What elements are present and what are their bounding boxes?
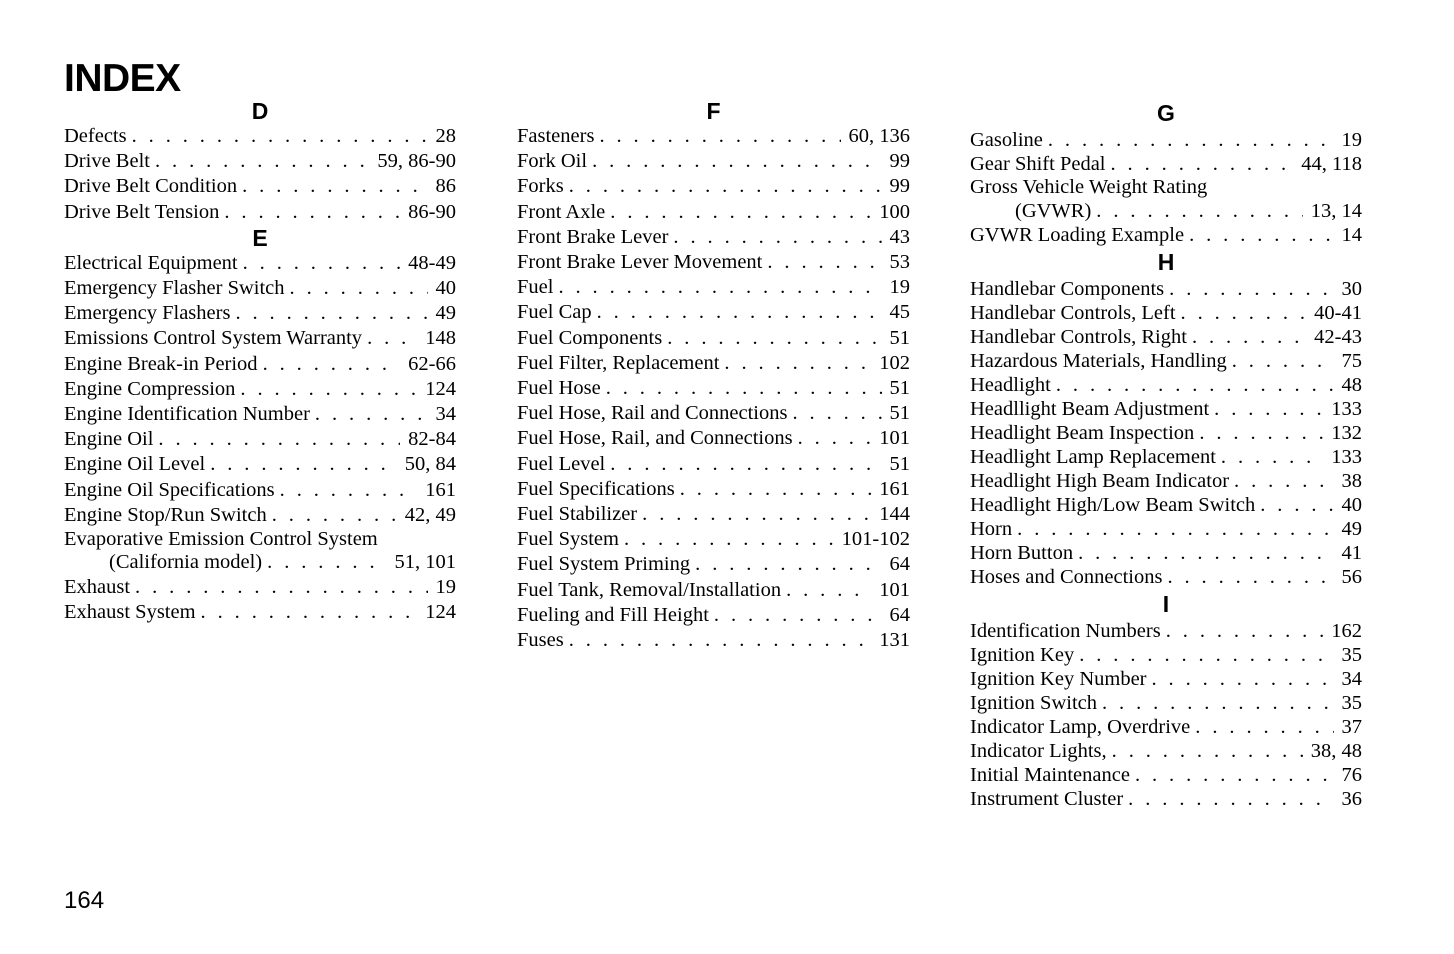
dot-leader: [367, 326, 417, 351]
index-entry-term: Fuel Level: [517, 452, 606, 475]
index-entry-list: [970, 619, 1362, 811]
dot-leader: [267, 550, 386, 575]
index-entry: [970, 643, 1362, 667]
index-entry-term: Headlight Lamp Replacement: [970, 446, 1216, 468]
dot-leader: [272, 503, 397, 528]
index-entry: [970, 691, 1362, 715]
index-entry-pages: 133: [1331, 398, 1362, 420]
index-entry-pages: 60, 136: [848, 125, 910, 147]
index-entry: [970, 565, 1362, 589]
index-entry: [517, 527, 910, 552]
index-entry-pages: 101: [879, 578, 910, 601]
dot-leader: [597, 300, 882, 325]
dot-leader: [786, 578, 871, 603]
index-entry-pages: 162: [1331, 620, 1362, 642]
index-entry-pages: 148: [425, 327, 456, 350]
index-entry-continuation: (California model): [109, 551, 263, 574]
index-entry: [970, 445, 1362, 469]
index-entry-list: [64, 251, 456, 626]
index-entry-term: Fuel Tank, Removal/Installation: [517, 578, 782, 601]
index-entry-term: Fuel Hose: [517, 377, 601, 400]
index-entry: [970, 277, 1362, 301]
index-entry-pages: 86: [435, 175, 456, 198]
index-entry-pages: 64: [889, 553, 910, 576]
index-entry-pages: 36: [1341, 788, 1362, 810]
index-entry-term: Ignition Key: [970, 644, 1075, 666]
dot-leader: [695, 552, 881, 577]
index-entry-term: Identification Numbers: [970, 620, 1161, 642]
index-entry-term: Front Axle: [517, 200, 606, 223]
dot-leader: [1192, 325, 1306, 349]
dot-leader: [1128, 787, 1333, 811]
index-entry-pages: 59, 86-90: [377, 150, 456, 173]
index-entry: [517, 401, 910, 426]
index-entry-term: Drive Belt: [64, 150, 150, 173]
dot-leader: [680, 477, 872, 502]
dot-leader: [592, 149, 881, 174]
dot-leader: [263, 352, 401, 377]
index-entry-term: GVWR Loading Example: [970, 224, 1185, 246]
dot-leader: [792, 401, 881, 426]
index-entry-pages: 35: [1341, 644, 1362, 666]
dot-leader: [1112, 739, 1303, 763]
index-entry-pages: 76: [1341, 764, 1362, 786]
index-entry: [517, 477, 910, 502]
dot-leader: [1102, 691, 1334, 715]
index-entry: [64, 550, 456, 575]
index-entry-term: Engine Oil Level: [64, 453, 206, 476]
index-entry-list: [64, 124, 456, 225]
index-entry-term: Fasteners: [517, 125, 595, 147]
index-entry-term: Engine Oil: [64, 428, 154, 451]
index-entry-term: Gross Vehicle Weight Rating: [970, 176, 1208, 198]
dot-leader: [1096, 199, 1302, 223]
dot-leader: [610, 452, 881, 477]
index-entry-pages: 82-84: [408, 428, 456, 451]
index-entry-pages: 19: [1341, 129, 1362, 151]
dot-leader: [673, 225, 881, 250]
dot-leader: [210, 452, 397, 477]
index-entry-term: Indicator Lights,: [970, 740, 1107, 762]
index-entry-pages: 51: [889, 402, 910, 425]
page-title: INDEX: [64, 57, 181, 100]
index-entry-term: Front Brake Lever: [517, 225, 669, 248]
index-entry: [64, 251, 456, 276]
index-entry-list: [970, 128, 1362, 247]
index-entry-term: Headlight Beam Inspection: [970, 422, 1195, 444]
index-entry: [970, 739, 1362, 763]
index-entry-term: Engine Oil Specifications: [64, 478, 275, 501]
dot-leader: [624, 527, 834, 552]
index-entry: [970, 421, 1362, 445]
index-entry-pages: 99: [889, 150, 910, 173]
index-entry-term: Handlebar Controls, Left: [970, 302, 1176, 324]
dot-leader: [315, 402, 428, 427]
index-entry-pages: 13, 14: [1310, 200, 1362, 222]
index-entry-term: Gasoline: [970, 129, 1043, 151]
index-entry-term: Ignition Switch: [970, 692, 1097, 714]
index-entry-pages: 51, 101: [394, 551, 456, 574]
index-entry: [517, 603, 910, 628]
index-entry: [517, 225, 910, 250]
index-entry-pages: 144: [879, 503, 910, 526]
dot-leader: [1152, 667, 1334, 691]
index-entry-pages: 14: [1341, 224, 1362, 246]
index-entry-pages: 124: [425, 377, 456, 400]
index-entry-term: Emergency Flashers: [64, 302, 231, 325]
index-entry: [517, 275, 910, 300]
dot-leader: [242, 174, 427, 199]
index-entry: [64, 200, 456, 225]
index-entry-pages: 19: [889, 276, 910, 299]
index-entry-term: Emergency Flasher Switch: [64, 277, 285, 300]
index-entry: [970, 517, 1362, 541]
dot-leader: [642, 502, 871, 527]
index-entry: [64, 276, 456, 301]
dot-leader: [798, 426, 872, 451]
index-entry-pages: 48-49: [408, 251, 456, 274]
index-entry-term: Ignition Key Number: [970, 668, 1147, 690]
index-entry-term: Front Brake Lever Movement: [517, 251, 763, 274]
dot-leader: [1195, 715, 1333, 739]
index-entry: [970, 469, 1362, 493]
index-entry: [970, 325, 1362, 349]
index-entry: [517, 200, 910, 225]
dot-leader: [201, 600, 418, 625]
index-entry: [517, 452, 910, 477]
index-entry-pages: 53: [889, 251, 910, 274]
index-entry-term: Exhaust System: [64, 601, 196, 624]
dot-leader: [243, 251, 401, 276]
index-entry: [517, 426, 910, 451]
index-entry-term: Forks: [517, 175, 564, 198]
index-entry: [517, 628, 910, 653]
index-entry-pages: 40-41: [1314, 302, 1362, 324]
index-entry-term: Defects: [64, 125, 127, 147]
index-entry-pages: 64: [889, 603, 910, 626]
index-entry-pages: 38, 48: [1310, 740, 1362, 762]
index-entry-term: Engine Identification Number: [64, 403, 310, 426]
dot-leader: [714, 603, 882, 628]
index-entry: [970, 763, 1362, 787]
index-entry-continuation: (GVWR): [1015, 200, 1092, 222]
index-entry-term: Fuel Hose, Rail and Connections: [517, 402, 788, 425]
dot-leader: [1078, 541, 1333, 565]
index-entry: [970, 373, 1362, 397]
index-entry-term: Fuel Filter, Replacement: [517, 351, 720, 374]
index-entry-pages: 51: [889, 377, 910, 400]
index-entry-pages: 101-102: [841, 528, 910, 551]
index-entry-term: Initial Maintenance: [970, 764, 1130, 786]
index-entry-term: Fuel System: [517, 528, 619, 551]
section-letter-d: D: [251, 98, 269, 124]
dot-leader: [1189, 223, 1333, 247]
index-entry-term: Horn Button: [970, 542, 1074, 564]
dot-leader: [569, 174, 882, 199]
index-column-3: [970, 98, 1362, 811]
index-entry-pages: 133: [1331, 446, 1362, 468]
dot-leader: [1079, 643, 1333, 667]
index-entry: [64, 124, 456, 149]
index-entry-pages: 161: [879, 477, 910, 500]
dot-leader: [767, 250, 881, 275]
index-entry-pages: 62-66: [408, 352, 456, 375]
index-entry: [517, 149, 910, 174]
index-entry: [64, 402, 456, 427]
index-entry-pages: 30: [1341, 278, 1362, 300]
index-entry: [64, 575, 456, 600]
index-entry-pages: 50, 84: [404, 453, 456, 476]
index-entry-term: Fueling and Fill Height: [517, 603, 709, 626]
index-entry-pages: 37: [1341, 716, 1362, 738]
index-entry-term: Electrical Equipment: [64, 251, 238, 274]
index-entry-term: Exhaust: [64, 576, 131, 599]
index-entry: [517, 300, 910, 325]
index-entry: [64, 352, 456, 377]
index-entry-term: Drive Belt Condition: [64, 175, 238, 198]
dot-leader: [1169, 277, 1333, 301]
index-entry-term: Indicator Lamp, Overdrive: [970, 716, 1191, 738]
index-entry-pages: 40: [1341, 494, 1362, 516]
index-entry: [970, 349, 1362, 373]
section-letter-h: H: [1157, 249, 1175, 275]
index-entry: [517, 351, 910, 376]
index-entry-pages: 49: [1341, 518, 1362, 540]
index-entry-term: Fuel Hose, Rail, and Connections: [517, 427, 793, 450]
index-entry: [970, 301, 1362, 325]
index-entry: [64, 377, 456, 402]
index-entry: [64, 427, 456, 452]
index-entry-pages: 28: [435, 125, 456, 147]
index-entry-pages: 124: [425, 601, 456, 624]
index-entry-term: Evaporative Emission Control System: [64, 528, 378, 551]
index-entry-pages: 41: [1341, 542, 1362, 564]
index-entry-pages: 34: [1341, 668, 1362, 690]
index-entry-pages: 42, 49: [404, 503, 456, 526]
index-entry-pages: 44, 118: [1301, 153, 1362, 175]
index-entry: [64, 149, 456, 174]
index-entry-term: Handlebar Components: [970, 278, 1165, 300]
index-entry-term: Emissions Control System Warranty: [64, 327, 363, 350]
index-entry: [517, 250, 910, 275]
index-entry-pages: 101: [879, 427, 910, 450]
index-entry-pages: 49: [435, 302, 456, 325]
index-entry-term: Engine Stop/Run Switch: [64, 503, 267, 526]
index-entry: [970, 223, 1362, 247]
dot-leader: [667, 326, 881, 351]
index-entry: [517, 326, 910, 351]
index-entry: [517, 502, 910, 527]
index-entry-pages: 99: [889, 175, 910, 198]
index-entry-pages: 34: [435, 403, 456, 426]
index-entry: [64, 600, 456, 625]
index-entry-term: Engine Break-in Period: [64, 352, 258, 375]
index-entry: [517, 124, 910, 149]
index-entry: [970, 199, 1362, 223]
dot-leader: [290, 276, 428, 301]
index-entry-term: Horn: [970, 518, 1013, 540]
index-entry: [517, 552, 910, 577]
dot-leader: [235, 301, 427, 326]
index-entry: [517, 578, 910, 603]
dot-leader: [558, 275, 881, 300]
index-entry-pages: 131: [879, 629, 910, 652]
index-entry: [64, 452, 456, 477]
index-entry-pages: 132: [1331, 422, 1362, 444]
index-entry-term: Instrument Cluster: [970, 788, 1124, 810]
index-entry-pages: 42-43: [1314, 326, 1362, 348]
index-entry: [970, 493, 1362, 517]
index-entry-pages: 40: [435, 277, 456, 300]
index-entry-pages: 48: [1341, 374, 1362, 396]
index-entry-pages: 161: [425, 478, 456, 501]
dot-leader: [1017, 517, 1333, 541]
index-entry-pages: 56: [1341, 566, 1362, 588]
index-entry: [970, 667, 1362, 691]
section-letter-i: I: [1162, 591, 1170, 617]
index-entry-term: Fuel Stabilizer: [517, 503, 638, 526]
index-entry-pages: 51: [889, 326, 910, 349]
dot-leader: [135, 575, 427, 600]
dot-leader: [1181, 301, 1307, 325]
index-entry-pages: 35: [1341, 692, 1362, 714]
dot-leader: [610, 200, 871, 225]
index-entry: [970, 619, 1362, 643]
index-entry: [970, 541, 1362, 565]
dot-leader: [1048, 128, 1334, 152]
index-entry-term: Fuel Cap: [517, 301, 592, 324]
index-entry-pages: 100: [879, 200, 910, 223]
dot-leader: [599, 124, 840, 149]
page-number: 164: [64, 887, 105, 914]
dot-leader: [1166, 619, 1324, 643]
index-entry-term: Handlebar Controls, Right: [970, 326, 1187, 348]
dot-leader: [280, 478, 418, 503]
index-entry-pages: 51: [889, 452, 910, 475]
index-entry-pages: 86-90: [408, 200, 456, 223]
dot-leader: [1260, 493, 1333, 517]
index-entry-term: Hazardous Materials, Handling: [970, 350, 1227, 372]
index-entry-term: Fuel Components: [517, 326, 663, 349]
index-entry-term: Engine Compression: [64, 377, 236, 400]
dot-leader: [240, 377, 417, 402]
index-entry: [64, 478, 456, 503]
dot-leader: [1214, 397, 1323, 421]
index-entry-term: Headlight High Beam Indicator: [970, 470, 1230, 492]
index-entry-pages: 45: [889, 301, 910, 324]
index-entry: [970, 787, 1362, 811]
index-entry: [970, 152, 1362, 176]
index-entry: [64, 301, 456, 326]
index-entry-term: Gear Shift Pedal: [970, 153, 1106, 175]
dot-leader: [1234, 469, 1333, 493]
dot-leader: [1167, 565, 1333, 589]
dot-leader: [1135, 763, 1334, 787]
index-entry-term: Fork Oil: [517, 150, 588, 173]
index-entry: [970, 397, 1362, 421]
section-letter-g: G: [1157, 100, 1175, 126]
index-entry: [64, 503, 456, 528]
dot-leader: [132, 124, 428, 149]
dot-leader: [724, 351, 871, 376]
index-entry: [970, 715, 1362, 739]
index-entry-pages: 38: [1341, 470, 1362, 492]
dot-leader: [158, 427, 400, 452]
index-entry-term: Fuel System Priming: [517, 553, 691, 576]
index-entry-term: Headlight: [970, 374, 1051, 396]
index-entry-term: Headlight High/Low Beam Switch: [970, 494, 1256, 516]
dot-leader: [606, 376, 882, 401]
index-entry-term: Hoses and Connections: [970, 566, 1163, 588]
index-entry-term: Fuel: [517, 276, 554, 299]
section-letter-e: E: [252, 224, 268, 251]
dot-leader: [1056, 373, 1334, 397]
index-entry: [970, 128, 1362, 152]
index-entry-term: Headllight Beam Adjustment: [970, 398, 1210, 420]
dot-leader: [569, 628, 872, 653]
index-entry-pages: 102: [879, 351, 910, 374]
index-entry-pages: 75: [1341, 350, 1362, 372]
index-entry-pages: 43: [889, 225, 910, 248]
index-column-2: [517, 98, 910, 653]
section-letter-f: F: [706, 98, 721, 124]
dot-leader: [1221, 445, 1323, 469]
index-entry-term: Fuel Specifications: [517, 477, 675, 500]
index-entry-term: Drive Belt Tension: [64, 200, 220, 223]
index-column-1: [64, 98, 456, 626]
dot-leader: [1232, 349, 1334, 373]
dot-leader: [1111, 152, 1294, 176]
index-entry: [64, 326, 456, 351]
index-entry-term: Fuses: [517, 629, 564, 652]
dot-leader: [1199, 421, 1323, 445]
dot-leader: [224, 200, 400, 225]
index-entry: [64, 174, 456, 199]
index-entry-pages: 19: [435, 576, 456, 599]
index-entry-list: [517, 124, 910, 653]
index-entry: [517, 376, 910, 401]
index-entry-list: [970, 277, 1362, 589]
dot-leader: [155, 149, 369, 174]
index-entry: [517, 174, 910, 199]
